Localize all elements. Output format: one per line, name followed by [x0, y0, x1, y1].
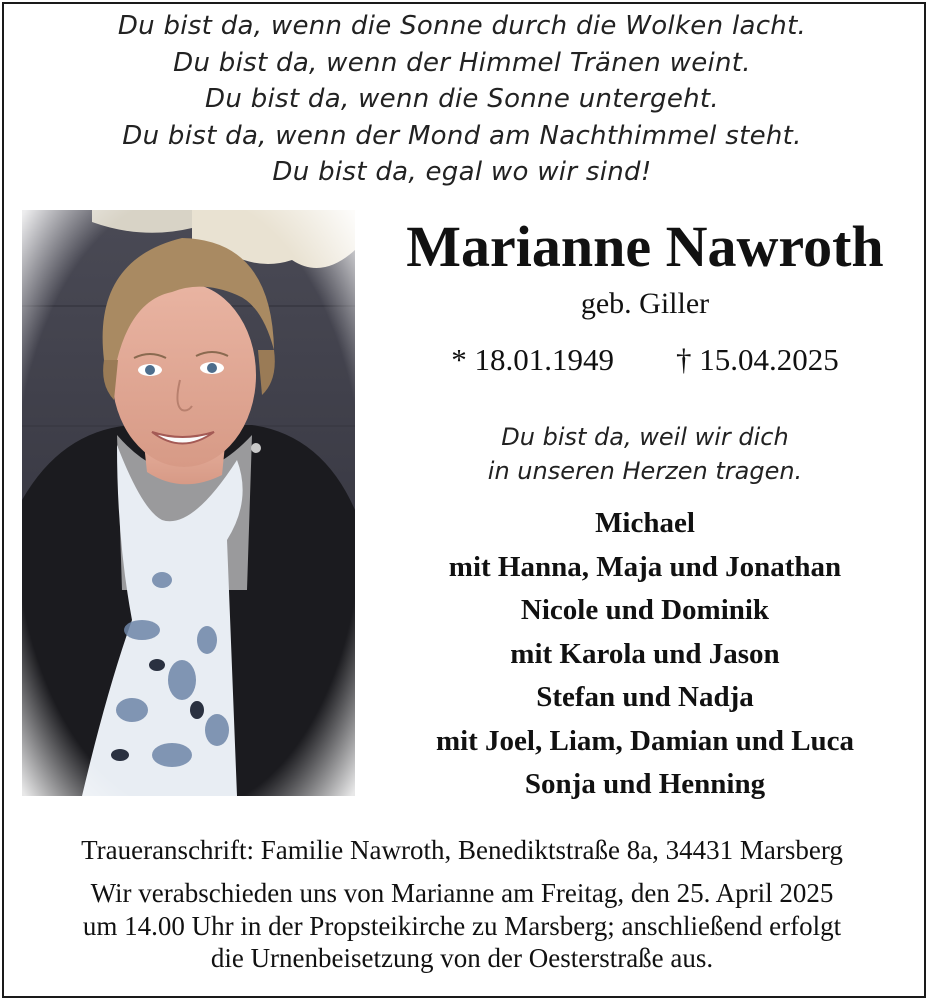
death-date: † 15.04.2025: [676, 342, 839, 377]
poem: [0, 8, 924, 191]
mourner-line: Stefan und Nadja: [536, 681, 754, 713]
birth-date: * 18.01.1949: [451, 342, 614, 377]
deceased-name: Marianne Nawroth: [406, 214, 884, 279]
portrait-photo: [22, 210, 355, 796]
funeral-notice-line: Wir verabschieden uns von Marianne am Freitag, den 25. April 2025: [90, 878, 834, 908]
life-dates: [370, 342, 920, 378]
poem-line: Du bist da, wenn der Himmel Tränen weint.: [173, 47, 751, 78]
poem-line: Du bist da, wenn der Mond am Nachthimmel steht.: [122, 120, 802, 151]
mourner-line: Nicole und Dominik: [520, 594, 770, 626]
funeral-notice: [0, 877, 924, 975]
maiden-name: geb. Giller: [580, 287, 710, 320]
funeral-notice-line: die Urnenbeisetzung von der Oesterstraße aus.: [210, 943, 714, 973]
mourners-list: [370, 502, 920, 807]
poem-line: Du bist da, wenn die Sonne durch die Wolken lacht.: [117, 11, 807, 41]
mourner-line: mit Joel, Liam, Damian und Luca: [435, 724, 855, 757]
mourner-line: mit Karola und Jason: [510, 637, 780, 670]
mourner-line: Michael: [595, 507, 695, 539]
poem-line: Du bist da, wenn die Sonne untergeht.: [205, 84, 719, 114]
memorial-verse: [370, 420, 920, 488]
verse-line: Du bist da, weil wir dich: [501, 423, 789, 451]
poem-line: Du bist da, egal wo wir sind!: [272, 157, 652, 187]
mourner-line: Sonja und Henning: [524, 768, 766, 800]
verse-line: in unseren Herzen tragen.: [487, 457, 803, 485]
mourning-address: Traueranschrift: Familie Nawroth, Benediktstraße 8a, 34431 Marsberg: [81, 835, 843, 865]
mourner-line: mit Hanna, Maja und Jonathan: [448, 550, 842, 583]
funeral-notice-line: um 14.00 Uhr in der Propsteikirche zu Marsberg; anschließend erfolgt: [82, 910, 842, 941]
